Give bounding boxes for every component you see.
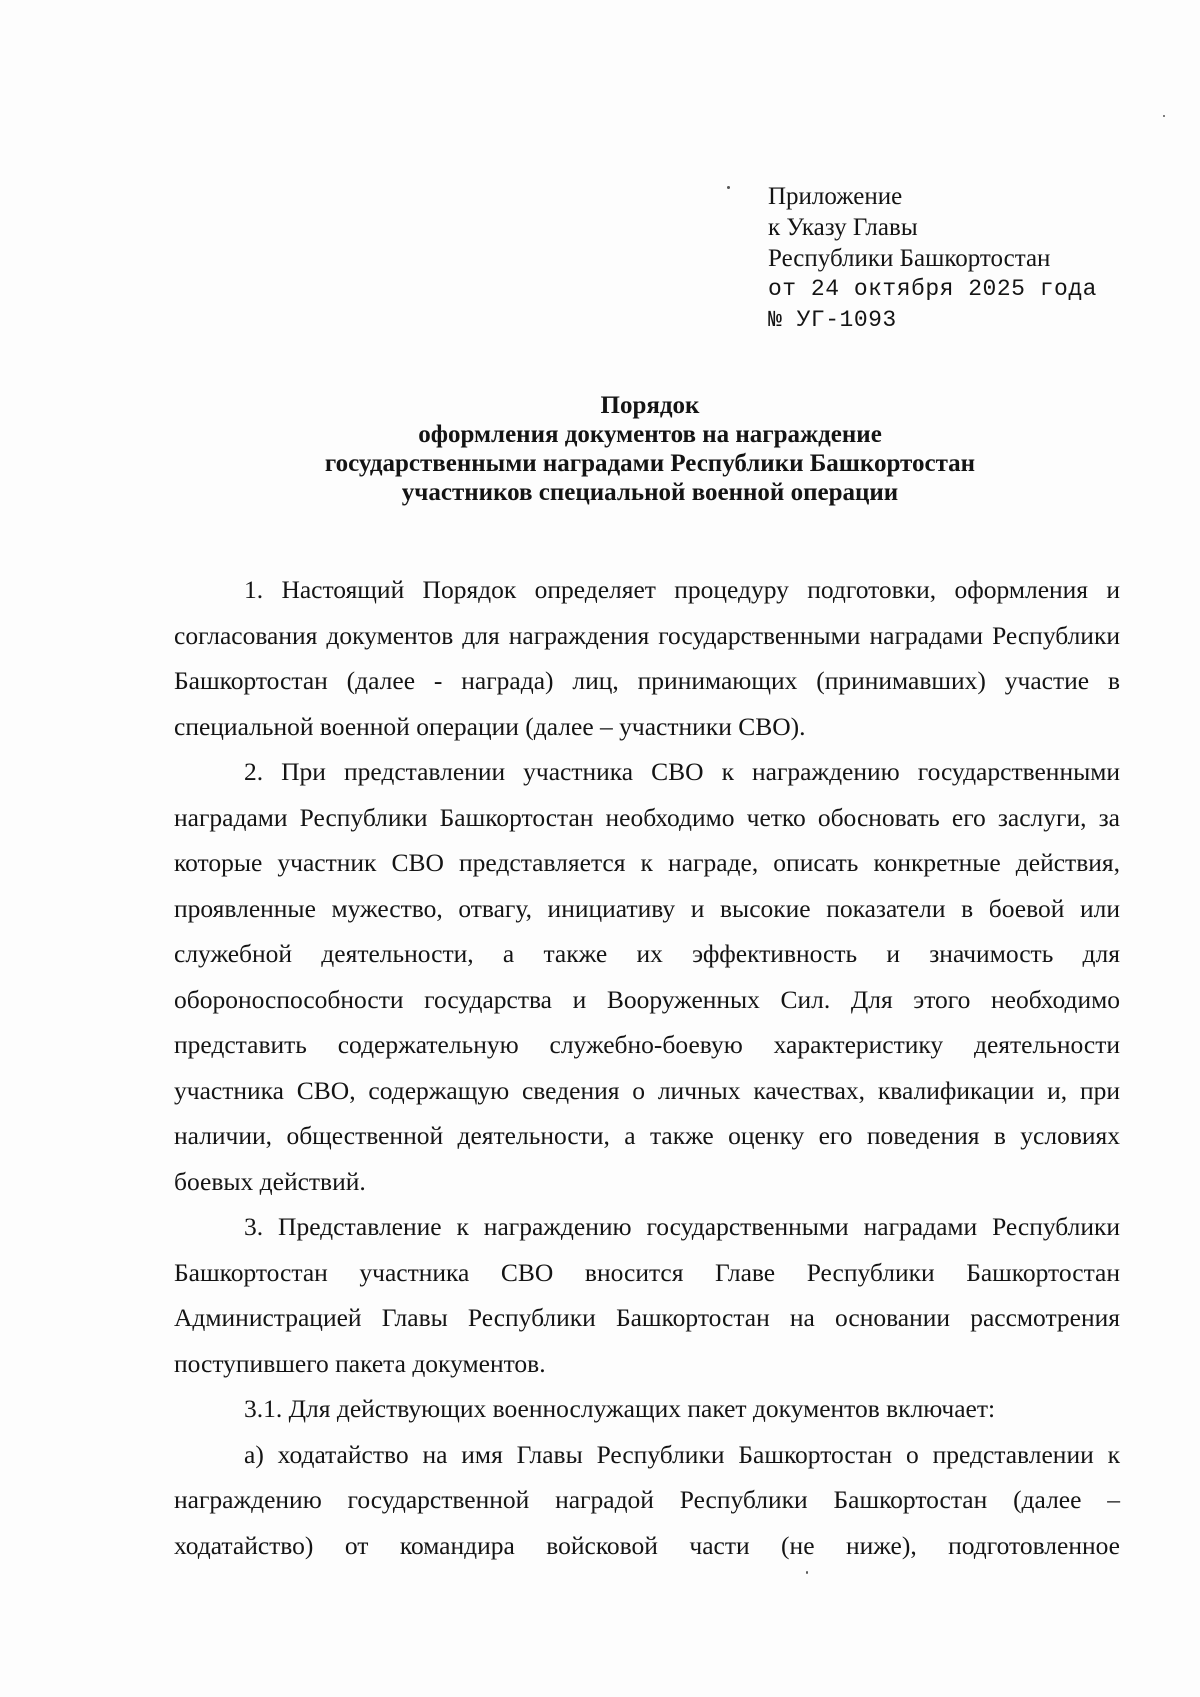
paragraph-a: а) ходатайство на имя Главы Республики Башкортостан о представлении к награждению государственной наградой Республики Башкортостан (далее – ходатайство) от командира войсковой части (не ниже), подготовленное <box>174 1439 1120 1560</box>
paragraph-3: 3. Представление к награждению государственными наградами Республики Башкортостан участника СВО вносится Главе Республики Башкортостан Администрацией Главы Республики Башкортостан на основании рассмотрения поступившего пакета документов. <box>174 1212 1120 1378</box>
appendix-line-3: Республики Башкортостан <box>768 245 1051 272</box>
document-body <box>174 567 1120 1568</box>
appendix-line-1: Приложение <box>768 183 903 210</box>
title-line-2: оформления документов на награждение <box>418 421 882 448</box>
appendix-number: № УГ-1093 <box>768 307 897 333</box>
paragraph-1: 1. Настоящий Порядок определяет процедуру подготовки, оформления и согласования документов для награждения государственными наградами Республики Башкортостан (далее - награда) лиц, принимающих (принимавших) участие в специальной военной операции (далее – участники СВО). <box>174 575 1120 741</box>
scan-speck <box>806 1571 808 1574</box>
appendix-date: от 24 октября 2025 года <box>768 276 1097 302</box>
scan-speck <box>727 186 730 189</box>
title-line-1: Порядок <box>600 392 700 419</box>
scan-speck <box>1163 115 1165 117</box>
document-title <box>150 391 1150 507</box>
appendix-line-2: к Указу Главы <box>768 214 918 241</box>
paragraph-3-1: 3.1. Для действующих военнослужащих пакет документов включает: <box>244 1394 996 1423</box>
paragraph-2: 2. При представлении участника СВО к награждению государственными наградами Республики Башкортостан необходимо четко обосновать его заслуги, за которые участник СВО представляется к награде, описать конкретные действия, проявленные мужество, отвагу, инициативу и высокие показатели в боевой или служебной деятельности, а также их эффективность и значимость для обороноспособности государства и Вооруженных Сил. Для этого необходимо представить содержательную служебно-боевую характеристику деятельности участника СВО, содержащую сведения о личных качествах, квалификации и, при наличии, общественной деятельности, а также оценку его поведения в условиях боевых действий. <box>174 757 1120 1196</box>
appendix-block <box>768 181 1168 336</box>
title-line-3: государственными наградами Республики Башкортостан <box>324 450 976 477</box>
title-line-4: участников специальной военной операции <box>401 479 899 506</box>
